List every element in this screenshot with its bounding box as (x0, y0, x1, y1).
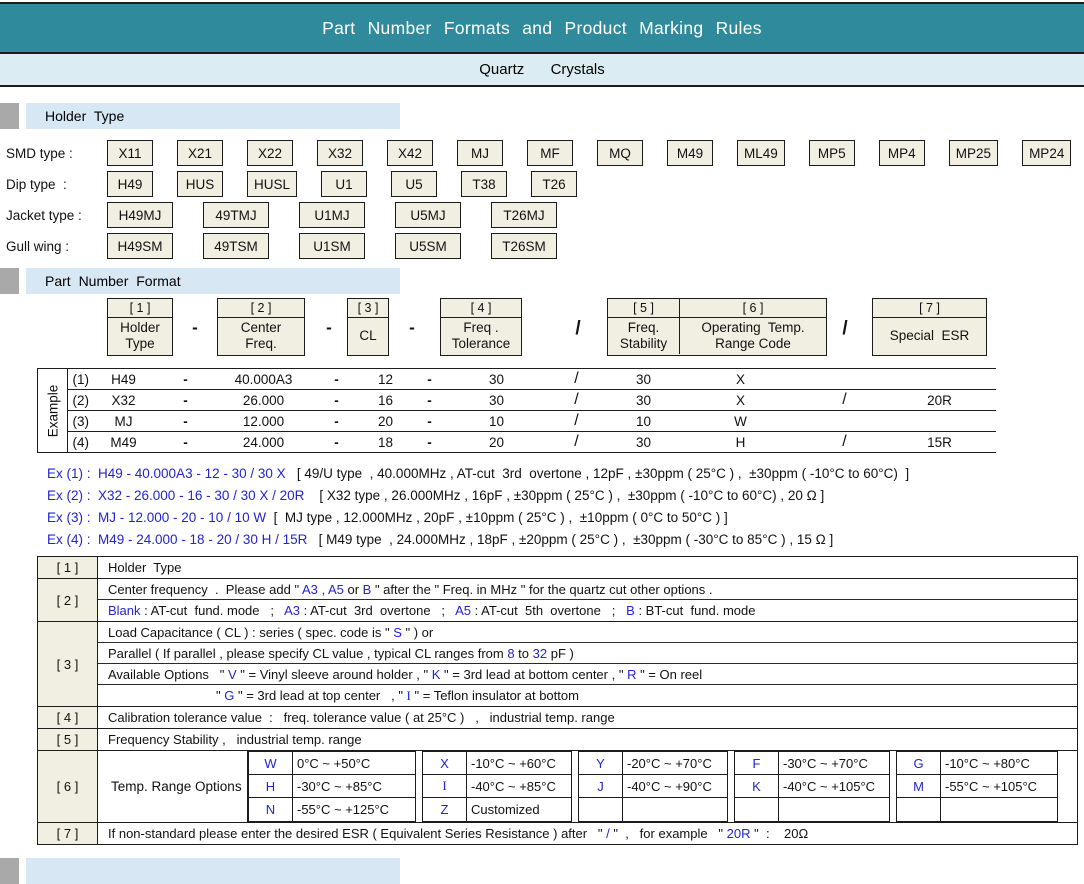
example-cell: - (408, 411, 452, 432)
example-cell: 15R (884, 432, 996, 453)
ex-part-number: Ex (1) : H49 - 40.000A3 - 12 - 30 / 30 X (47, 466, 286, 481)
temp-range-subtable (248, 751, 416, 822)
temp-range-subtable (896, 751, 1058, 822)
holder-row-label: Dip type : (6, 176, 67, 192)
example-cell: (2) (68, 390, 94, 411)
example-cell: 20 (452, 432, 542, 453)
holder-type-box: U5MJ (395, 202, 461, 228)
holder-type-box: T38 (461, 171, 507, 197)
legend-line: Frequency Stability , industrial temp. range (108, 732, 362, 747)
temp-code: X (423, 752, 467, 775)
field-number: [ 1 ] (108, 299, 172, 318)
legend-row-3 (38, 622, 1077, 707)
ex-part-number: Ex (2) : X32 - 26.000 - 16 - 30 / 30 X / 20R (47, 488, 305, 503)
temp-range (623, 798, 727, 821)
format-field-4 (440, 298, 522, 356)
example-cell: - (334, 371, 339, 387)
holder-type-box: T26SM (491, 233, 557, 259)
temp-code: Y (579, 752, 623, 775)
format-field-7 (872, 298, 987, 356)
legend-line: Center frequency . Please add " A3 , A5 or B " after the " Freq. in MHz " for the quartz cut other options . (98, 579, 1077, 600)
example-cell: - (427, 371, 432, 387)
field-number: [ 6 ] (680, 299, 826, 318)
legend-line: Blank : AT-cut fund. mode ; A3 : AT-cut 3rd overtone ; A5 : AT-cut 5th overtone ; B : BT-cut fund. mode (108, 603, 756, 618)
field-label: CL (359, 328, 377, 343)
holder-boxes (107, 202, 557, 228)
ex-line (47, 507, 909, 529)
legend-row-7 (38, 823, 1077, 844)
temp-range: -40°C ~ +105°C (779, 775, 889, 798)
example-cell: - (310, 390, 364, 411)
ex-line (47, 463, 909, 485)
example-cell: - (154, 432, 218, 453)
legend-line: Load Capacitance ( CL ) : series ( spec. code is " S " ) or (98, 622, 1077, 643)
temp-range: -55°C ~ +125°C (297, 802, 390, 817)
example-cell: / (806, 432, 884, 453)
holder-type-box: MQ (597, 140, 643, 166)
legend-row-1 (38, 557, 1077, 579)
example-cell: X32 (94, 390, 154, 411)
temp-code: H (249, 775, 293, 798)
example-cell: - (408, 432, 452, 453)
temp-code: N (249, 798, 293, 821)
holder-type-box: X22 (247, 140, 293, 166)
example-row (38, 369, 996, 390)
example-cell: 20 (364, 411, 408, 432)
example-cell: 40.000A3 (234, 371, 293, 387)
ex-line (47, 529, 909, 551)
holder-row-label: Gull wing : (6, 238, 70, 254)
holder-type-box: MP24 (1022, 140, 1071, 166)
holder-type-box: X11 (107, 140, 153, 166)
temp-code: F (735, 752, 779, 775)
holder-type-box: MJ (457, 140, 503, 166)
ex-line (47, 485, 909, 507)
temp-range: -55°C ~ +105°C (941, 775, 1057, 798)
legend-row-number: [ 1 ] (38, 557, 98, 578)
format-separator: - (326, 318, 332, 337)
example-cell: / (542, 432, 612, 453)
example-cell (806, 369, 884, 390)
temp-code: G (897, 752, 941, 775)
example-cell: / (542, 411, 612, 432)
example-cell: 10 (612, 411, 676, 432)
field-number: [ 2 ] (218, 299, 304, 318)
temp-range: 0°C ~ +50°C (293, 752, 415, 775)
example-cell: (3) (68, 411, 94, 432)
ex-description: [ MJ type , 12.000MHz , 20pF , ±10ppm ( 25°C ) , ±10ppm ( 0°C to 50°C ) ] (266, 510, 728, 525)
example-cell: H49 (111, 371, 136, 387)
section-header-holder-type (0, 103, 1084, 129)
temp-code: Z (423, 798, 467, 821)
holder-type-box: U5SM (395, 233, 461, 259)
example-cell: 12 (377, 371, 394, 387)
holder-type-box: M49 (667, 140, 713, 166)
holder-type-box: U5 (391, 171, 437, 197)
holder-type-box: MP4 (879, 140, 925, 166)
legend-row-number: [ 3 ] (38, 622, 98, 706)
format-field-2 (217, 298, 305, 356)
example-cell: X (676, 390, 806, 411)
legend-row-number: [ 7 ] (38, 823, 98, 844)
holder-type-box: T26 (531, 171, 577, 197)
example-cell: 24.000 (218, 432, 310, 453)
holder-row-smd (6, 140, 1071, 166)
legend-line: Parallel ( If parallel , please specify CL value , typical CL ranges from 8 to 32 pF ) (98, 643, 1077, 664)
temp-range (941, 798, 1057, 821)
example-cell: - (154, 390, 218, 411)
example-cell: 30 (612, 390, 676, 411)
holder-type-box: 49TMJ (203, 202, 269, 228)
legend-line: Holder Type (108, 560, 182, 575)
holder-boxes (107, 171, 577, 197)
legend-row-number: [ 6 ] (38, 751, 98, 822)
example-cell: 30 (452, 390, 542, 411)
temp-range-options-label: Temp. Range Options (98, 751, 248, 822)
field-label: Operating Temp. Range Code (701, 320, 805, 351)
format-separator: - (192, 318, 198, 337)
field-label: Freq. Stability (608, 318, 680, 354)
legend-line: Calibration tolerance value : freq. tolerance value ( at 25°C ) , industrial temp. range (108, 710, 615, 725)
field-number: [ 3 ] (348, 299, 388, 318)
ex-part-number: Ex (3) : MJ - 12.000 - 20 - 10 / 10 W (47, 510, 267, 525)
example-cell: / (574, 370, 579, 387)
page-title: Part Number Formats and Product Marking Rules (322, 17, 762, 38)
example-cell (806, 411, 884, 432)
holder-type-box: U1 (321, 171, 367, 197)
example-cell (884, 411, 996, 432)
holder-type-box: MP25 (949, 140, 998, 166)
example-cell: 30 (488, 371, 505, 387)
holder-type-box: U1SM (299, 233, 365, 259)
legend-line: If non-standard please enter the desired ESR ( Equivalent Series Resistance ) after " / " , for example " 20R " : 20Ω (108, 826, 809, 841)
example-table (37, 368, 996, 453)
section-bar (26, 858, 400, 884)
holder-type-box: HUSL (247, 171, 297, 197)
format-separator: - (409, 318, 415, 337)
example-cell: 26.000 (218, 390, 310, 411)
ex-description: [ M49 type , 24.000MHz , 18pF , ±20ppm ( 25°C ) , ±30ppm ( -30°C to 85°C ) , 15 Ω ] (307, 532, 834, 547)
example-cell: MJ (94, 411, 154, 432)
field-number: [ 4 ] (441, 299, 521, 318)
subtitle-bar (0, 54, 1084, 87)
example-cell: 20R (884, 390, 996, 411)
holder-row-gullwing (6, 233, 557, 259)
example-cell: - (310, 432, 364, 453)
example-cell: - (310, 411, 364, 432)
holder-row-dip (6, 171, 577, 197)
temp-range: -30°C ~ +70°C (779, 752, 889, 775)
holder-type-box: 49TSM (203, 233, 269, 259)
holder-type-box: U1MJ (299, 202, 365, 228)
example-cell: W (676, 411, 806, 432)
title-bar (0, 2, 1084, 54)
temp-range-options (98, 751, 1077, 822)
section-chip (0, 103, 19, 129)
example-row (38, 390, 996, 411)
field-label: Special ESR (889, 328, 970, 343)
section-chip (0, 268, 19, 294)
holder-type-box: HUS (177, 171, 223, 197)
legend-row-4 (38, 707, 1077, 729)
format-field-3 (347, 298, 389, 356)
temp-code: I (423, 775, 467, 798)
section-title: Part Number Format (26, 268, 400, 294)
temp-code (735, 798, 779, 821)
example-cell: 12.000 (218, 411, 310, 432)
temp-range: -10°C ~ +60°C (467, 752, 571, 775)
temp-code: J (579, 775, 623, 798)
field-label: Freq . Tolerance (451, 320, 511, 351)
example-cell: X (735, 371, 745, 387)
legend-row-2 (38, 579, 1077, 622)
example-cell (884, 369, 996, 390)
section-header-bottom-partial (0, 858, 1084, 884)
section-title: Holder Type (26, 103, 400, 129)
example-row-label: Example (38, 369, 68, 453)
temp-code: K (735, 775, 779, 798)
page-subtitle: Quartz Crystals (479, 61, 605, 78)
temp-code: W (249, 752, 293, 775)
temp-code: M (897, 775, 941, 798)
legend-row-number: [ 2 ] (38, 579, 98, 621)
example-cell: H (676, 432, 806, 453)
temp-range-subtable (734, 751, 890, 822)
part-number-format-diagram (0, 298, 1084, 356)
example-cell: - (183, 371, 188, 387)
example-cell: / (806, 390, 884, 411)
holder-type-box: X42 (387, 140, 433, 166)
holder-type-box: H49 (107, 171, 153, 197)
ex-description: [ 49/U type , 40.000MHz , AT-cut 3rd overtone , 12pF , ±30ppm ( 25°C ) , ±30ppm ( -10°C to 60°C) ] (285, 466, 910, 481)
temp-range-subtable (422, 751, 572, 822)
field-label: Center Freq. (240, 320, 282, 351)
section-chip (0, 858, 19, 884)
holder-type-box: MP5 (809, 140, 855, 166)
temp-range: -40°C ~ +85°C (467, 775, 571, 798)
example-cell: 30 (635, 371, 652, 387)
legend-line: Available Options " V " = Vinyl sleeve around holder , " K " = 3rd lead at bottom center , " R " = On reel (98, 664, 1077, 685)
holder-boxes (107, 233, 557, 259)
example-cell: (1) (72, 371, 89, 387)
legend-row-5 (38, 729, 1077, 751)
temp-range (779, 798, 889, 821)
format-field-1 (107, 298, 173, 356)
temp-range: -10°C ~ +80°C (941, 752, 1057, 775)
ex-part-number: Ex (4) : M49 - 24.000 - 18 - 20 / 30 H / 15R (47, 532, 308, 547)
example-cell: 30 (612, 432, 676, 453)
example-cell: 16 (364, 390, 408, 411)
example-row (38, 432, 996, 453)
holder-type-box: H49SM (107, 233, 173, 259)
example-row (38, 411, 996, 432)
legend-row-number: [ 5 ] (38, 729, 98, 750)
legend-row-6 (38, 751, 1077, 823)
holder-row-jacket (6, 202, 557, 228)
legend-line: " G " = 3rd lead at top center , " I " = Teflon insulator at bottom (216, 688, 579, 703)
example-cell: (4) (68, 432, 94, 453)
format-separator: / (842, 318, 848, 339)
example-cell: - (154, 411, 218, 432)
example-cell: / (542, 390, 612, 411)
temp-code (579, 798, 623, 821)
temp-range: -30°C ~ +85°C (293, 775, 415, 798)
holder-row-label: Jacket type : (6, 207, 82, 223)
temp-range: -40°C ~ +90°C (623, 775, 727, 798)
field-number: [ 7 ] (873, 299, 986, 318)
holder-type-box: T26MJ (491, 202, 557, 228)
temp-range: -20°C ~ +70°C (623, 752, 727, 775)
example-cell: 10 (452, 411, 542, 432)
section-header-part-number-format (0, 268, 1084, 294)
example-cell: M49 (94, 432, 154, 453)
field-number: [ 5 ] (608, 299, 680, 318)
holder-type-box: ML49 (737, 140, 785, 166)
temp-code (897, 798, 941, 821)
holder-boxes (107, 140, 1071, 166)
holder-type-box: H49MJ (107, 202, 173, 228)
example-cell: 18 (364, 432, 408, 453)
temp-range-subtable (578, 751, 728, 822)
format-field-5-6 (607, 298, 827, 356)
example-cell: - (408, 390, 452, 411)
legend-table (37, 556, 1078, 845)
holder-type-box: X32 (317, 140, 363, 166)
legend-row-number: [ 4 ] (38, 707, 98, 728)
holder-row-label: SMD type : (6, 145, 73, 161)
holder-type-box: X21 (177, 140, 223, 166)
ex-description: [ X32 type , 26.000MHz , 16pF , ±30ppm ( 25°C ) , ±30ppm ( -10°C to 60°C) , 20 Ω ] (304, 488, 825, 503)
temp-range: Customized (471, 802, 540, 817)
field-label: Holder Type (120, 320, 160, 351)
example-descriptions (47, 463, 909, 551)
format-separator: / (575, 318, 581, 339)
holder-type-box: MF (527, 140, 573, 166)
